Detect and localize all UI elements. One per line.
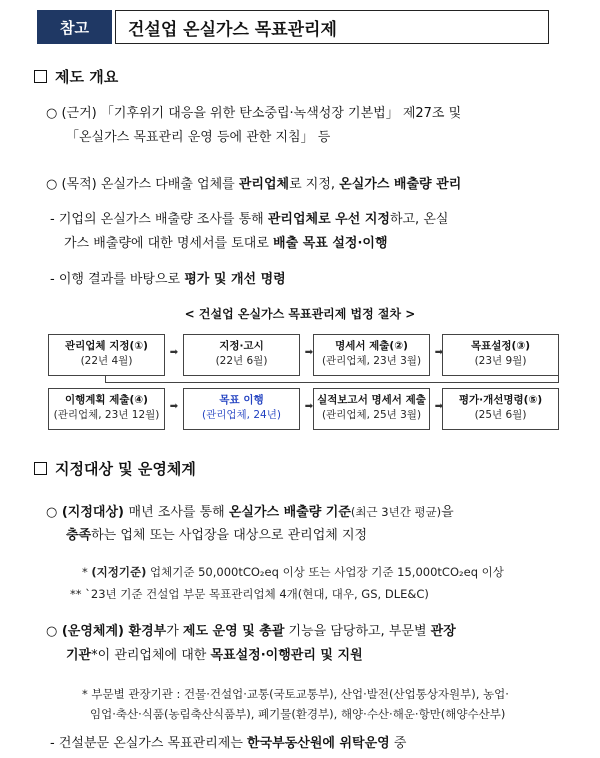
flow-step — [183, 388, 300, 430]
arrow-right-icon: ➡ — [169, 401, 179, 412]
purpose-line: ○ (목적) 온실가스 다배출 업체를 관리업체로 지정, 온실가스 배출량 관리 — [46, 177, 462, 192]
flow-connector — [105, 376, 559, 383]
note-3-line-1: * 부문별 관장기관 : 건물·건설업·교통(국토교통부), 산업·발전(산업통상자원부), 농업· — [82, 687, 509, 701]
flow-step-sub: (22년 4월) — [80, 355, 133, 367]
flow-step-title: 평가·개선명령(⑤) — [458, 394, 543, 406]
flow-step-sub: (관리업체, 25년 3월) — [321, 409, 422, 421]
arrow-right-icon: ➡ — [304, 347, 314, 358]
square-bullet-icon — [34, 70, 47, 83]
ops-line-1: ○ (운영체계) 환경부가 제도 운영 및 총괄 기능을 담당하고, 부문별 관장 — [46, 624, 456, 639]
flow-step — [183, 334, 300, 376]
section2-title: 지정대상 및 운영체계 — [34, 458, 196, 479]
target-line-1: ○ (지정대상) 매년 조사를 통해 온실가스 배출량 기준(최근 3년간 평균)을 — [46, 505, 454, 520]
flow-step-title: 실적보고서 명세서 제출 — [317, 394, 426, 406]
flow-step — [48, 388, 165, 430]
detail1-line-1: - 기업의 온실가스 배출량 조사를 통해 관리업체로 우선 지정하고, 온실 — [50, 212, 449, 227]
header-title: 건설업 온실가스 목표관리제 — [115, 10, 549, 44]
flow-caption: < 건설업 온실가스 목표관리제 법정 절차 > — [184, 307, 416, 321]
header — [37, 10, 549, 44]
flow-step-title: 목표 이행 — [219, 394, 264, 406]
note-3-line-2: 임업·축산·식품(농림축산식품부), 폐기물(환경부), 해양·수산·해운·항만(해양수산부) — [90, 707, 506, 721]
flow-step — [442, 334, 559, 376]
note-2: ** `23년 기준 건설업 부문 목표관리업체 4개(현대, 대우, GS, DLE&C) — [70, 587, 429, 601]
detail1-line-2: 가스 배출량에 대한 명세서를 토대로 배출 목표 설정·이행 — [64, 236, 388, 251]
flow-step-title: 목표설정(③) — [470, 340, 531, 352]
flow-step — [48, 334, 165, 376]
flow-step-sub: (23년 9월) — [474, 355, 527, 367]
last-line: - 건설분문 온실가스 목표관리제는 한국부동산원에 위탁운영 중 — [50, 736, 407, 751]
flow-step-title: 명세서 제출(②) — [335, 340, 408, 352]
target-line-2: 충족하는 업체 또는 사업장을 대상으로 관리업체 지정 — [66, 528, 368, 543]
flow-step-sub: (관리업체, 23년 3월) — [321, 355, 422, 367]
ops-line-2: 기관*이 관리업체에 대한 목표설정·이행관리 및 지원 — [66, 648, 363, 663]
arrow-right-icon: ➡ — [434, 401, 444, 412]
flow-step-sub: (22년 6월) — [215, 355, 268, 367]
arrow-right-icon: ➡ — [434, 347, 444, 358]
flow-step-title: 이행계획 제출(④) — [64, 394, 148, 406]
flow-step-title: 관리업체 지정(①) — [64, 340, 148, 352]
flow-step-sub: (관리업체, 23년 12월) — [53, 409, 160, 421]
note-1: * (지정기준) 업체기준 50,000tCO₂eq 이상 또는 사업장 기준 15,000tCO₂eq 이상 — [82, 565, 504, 579]
flow-step-sub: (관리업체, 24년) — [202, 409, 281, 421]
header-tag: 참고 — [37, 10, 112, 44]
section1-title: 제도 개요 — [34, 66, 118, 87]
flow-step-title: 지정·고시 — [219, 340, 264, 352]
arrow-right-icon: ➡ — [304, 401, 314, 412]
arrow-right-icon: ➡ — [169, 347, 179, 358]
basis-line-2: 「온실가스 목표관리 운영 등에 관한 지침」 등 — [66, 130, 331, 145]
flow-step — [442, 388, 559, 430]
flow-step — [313, 334, 430, 376]
basis-line-1: ○ (근거) 「기후위기 대응을 위한 탄소중립·녹색성장 기본법」 제27조 및 — [46, 106, 462, 121]
flow-step — [313, 388, 430, 430]
square-bullet-icon — [34, 462, 47, 475]
detail2-line: - 이행 결과를 바탕으로 평가 및 개선 명령 — [50, 272, 286, 287]
flow-step-sub: (25년 6월) — [474, 409, 527, 421]
